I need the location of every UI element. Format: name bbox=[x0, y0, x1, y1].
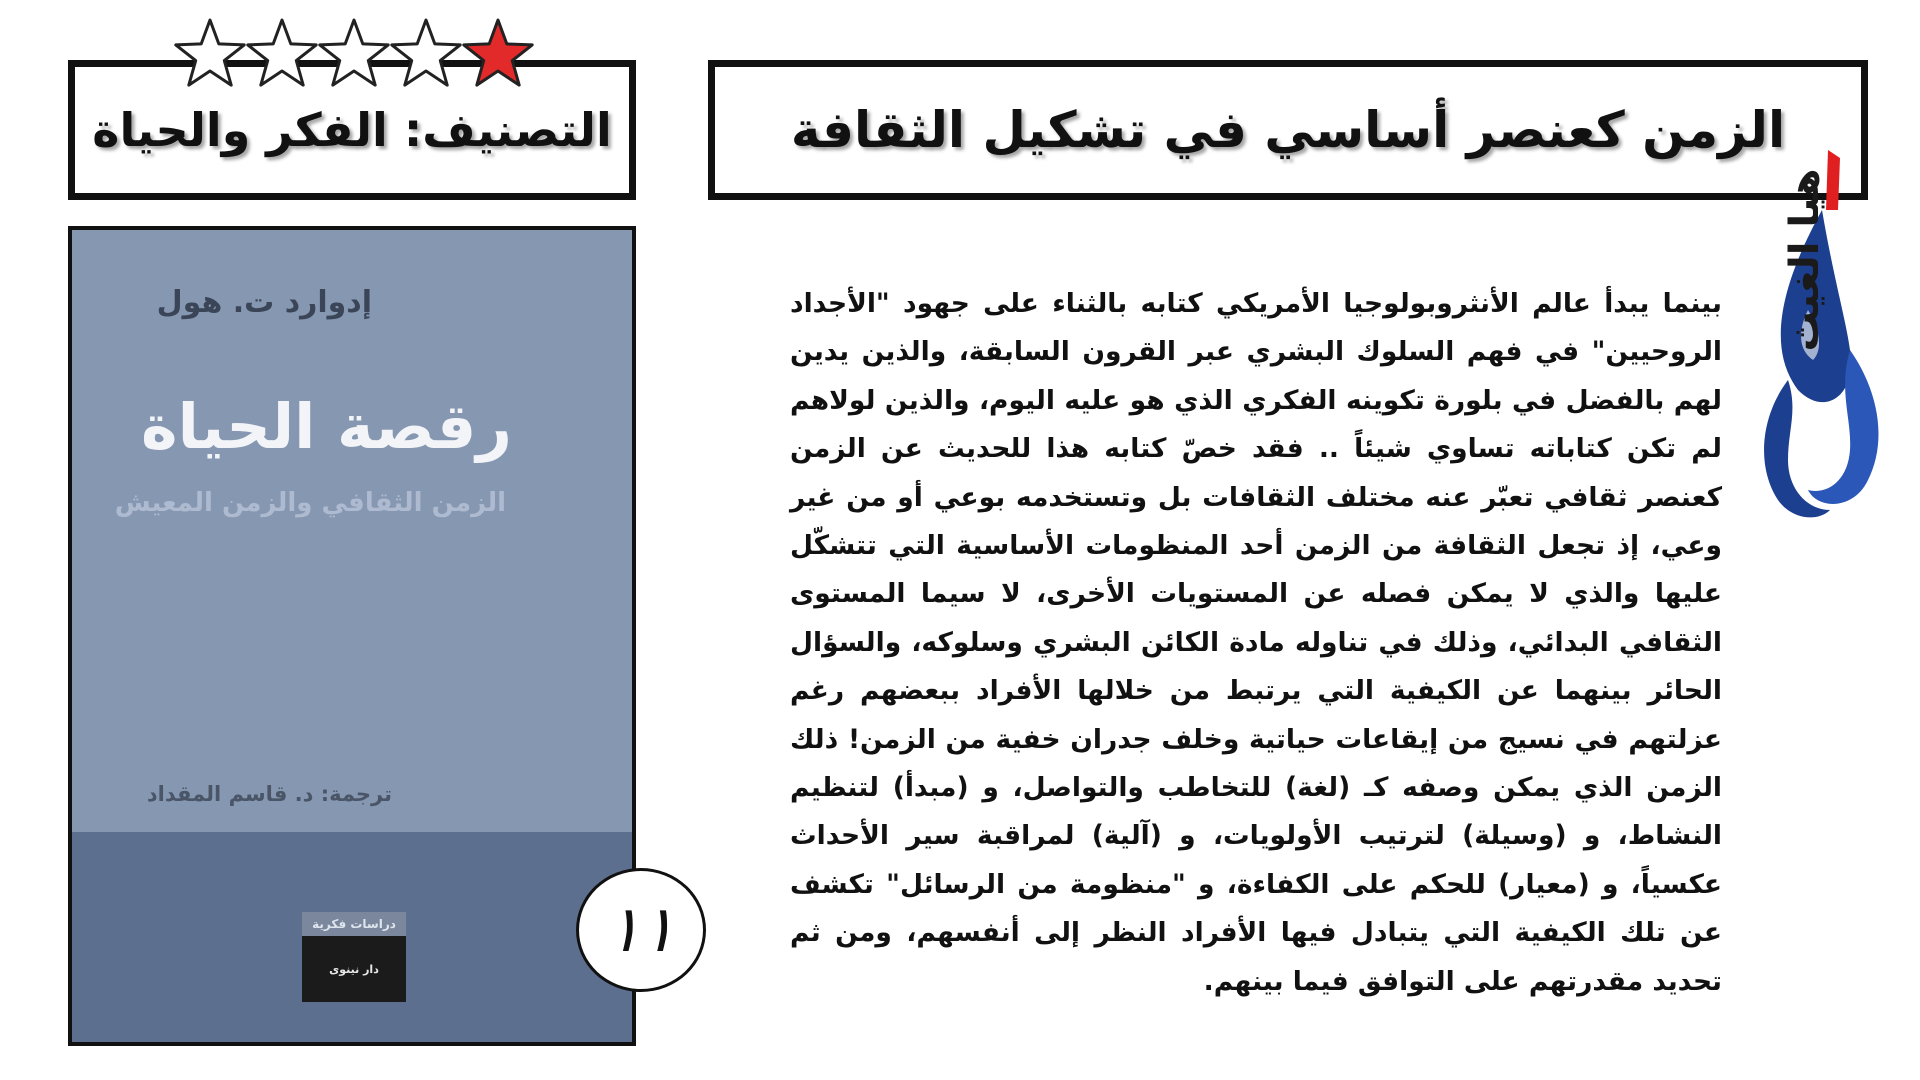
publisher-name: دار نينوى bbox=[302, 936, 406, 1002]
star-empty-icon bbox=[392, 20, 460, 85]
book-translator: ترجمة: د. قاسم المقداد bbox=[146, 782, 392, 806]
book-cover-top bbox=[72, 230, 632, 832]
article-title: الزمن كعنصر أساسي في تشكيل الثقافة bbox=[790, 101, 1786, 159]
star-empty-icon bbox=[248, 20, 316, 85]
item-number-badge bbox=[576, 868, 706, 992]
book-author: إدوارد ت. هول bbox=[156, 285, 372, 320]
item-number: ١١ bbox=[606, 893, 676, 967]
star-empty-icon bbox=[176, 20, 244, 85]
article-body: بينما يبدأ عالم الأنثروبولوجيا الأمريكي كتابه بالثناء على جهود "الأجداد الروحيين" في فهم السلوك البشري عبر القرون السابقة، والذين يدين لهم بالفضل في بلورة تكوينه الفكري الذي هو عليه اليوم، والذين لولاهم لم تكن كتاباته تساوي شيئاً .. فقد خصّ كتابه هذا للحديث عن الزمن كعنصر ثقافي تعبّر عنه مختلف الثقافات بل وتستخدمه بوعي أو من غير وعي، إذ تجعل الثقافة من الزمن أحد المنظومات الأساسية التي تتشكّل عليها والذي لا يمكن فصله عن المستويات الأخرى، لا سيما المستوى الثقافي البدائي، وذلك في تناوله مادة الكائن البشري وسلوكه، والسؤال الحائر بينهما عن الكيفية التي يرتبط من خلالها الأفراد ببعضهم رغم عزلتهم في نسيج من إيقاعات حياتية وخلف جدران خفية من الزمن! ذلك الزمن الذي يمكن وصفه كـ (لغة) للتخاطب والتواصل، و (مبدأ) لتنظيم النشاط، و (وسيلة) لترتيب الأولويات، و (آلية) لمراقبة سير الأحداث عكسياً، و (معيار) للحكم على الكفاءة، و "منظومة من الرسائل" تكشف عن تلك الكيفية التي يتبادل فيها الأفراد النظر إلى أنفسهم، ومن ثم تحديد مقدرتهم على التوافق فيما بينهم. bbox=[790, 288, 1722, 997]
publisher-tag: دراسات فكرية bbox=[302, 912, 406, 936]
article-title-box bbox=[708, 60, 1868, 200]
book-subtitle: الزمن الثقافي والزمن المعيش bbox=[114, 488, 506, 518]
star-empty-icon bbox=[320, 20, 388, 85]
publisher-logo bbox=[302, 912, 406, 1002]
book-cover bbox=[68, 226, 636, 1046]
brand-logo bbox=[1758, 150, 1890, 526]
brand-text: هيا الغيث bbox=[1782, 168, 1828, 352]
rating-stars bbox=[172, 18, 536, 92]
category-label: التصنيف: الفكر والحياة bbox=[92, 103, 612, 157]
star-filled-icon bbox=[464, 20, 532, 85]
book-title: رقصة الحياة bbox=[141, 390, 512, 463]
